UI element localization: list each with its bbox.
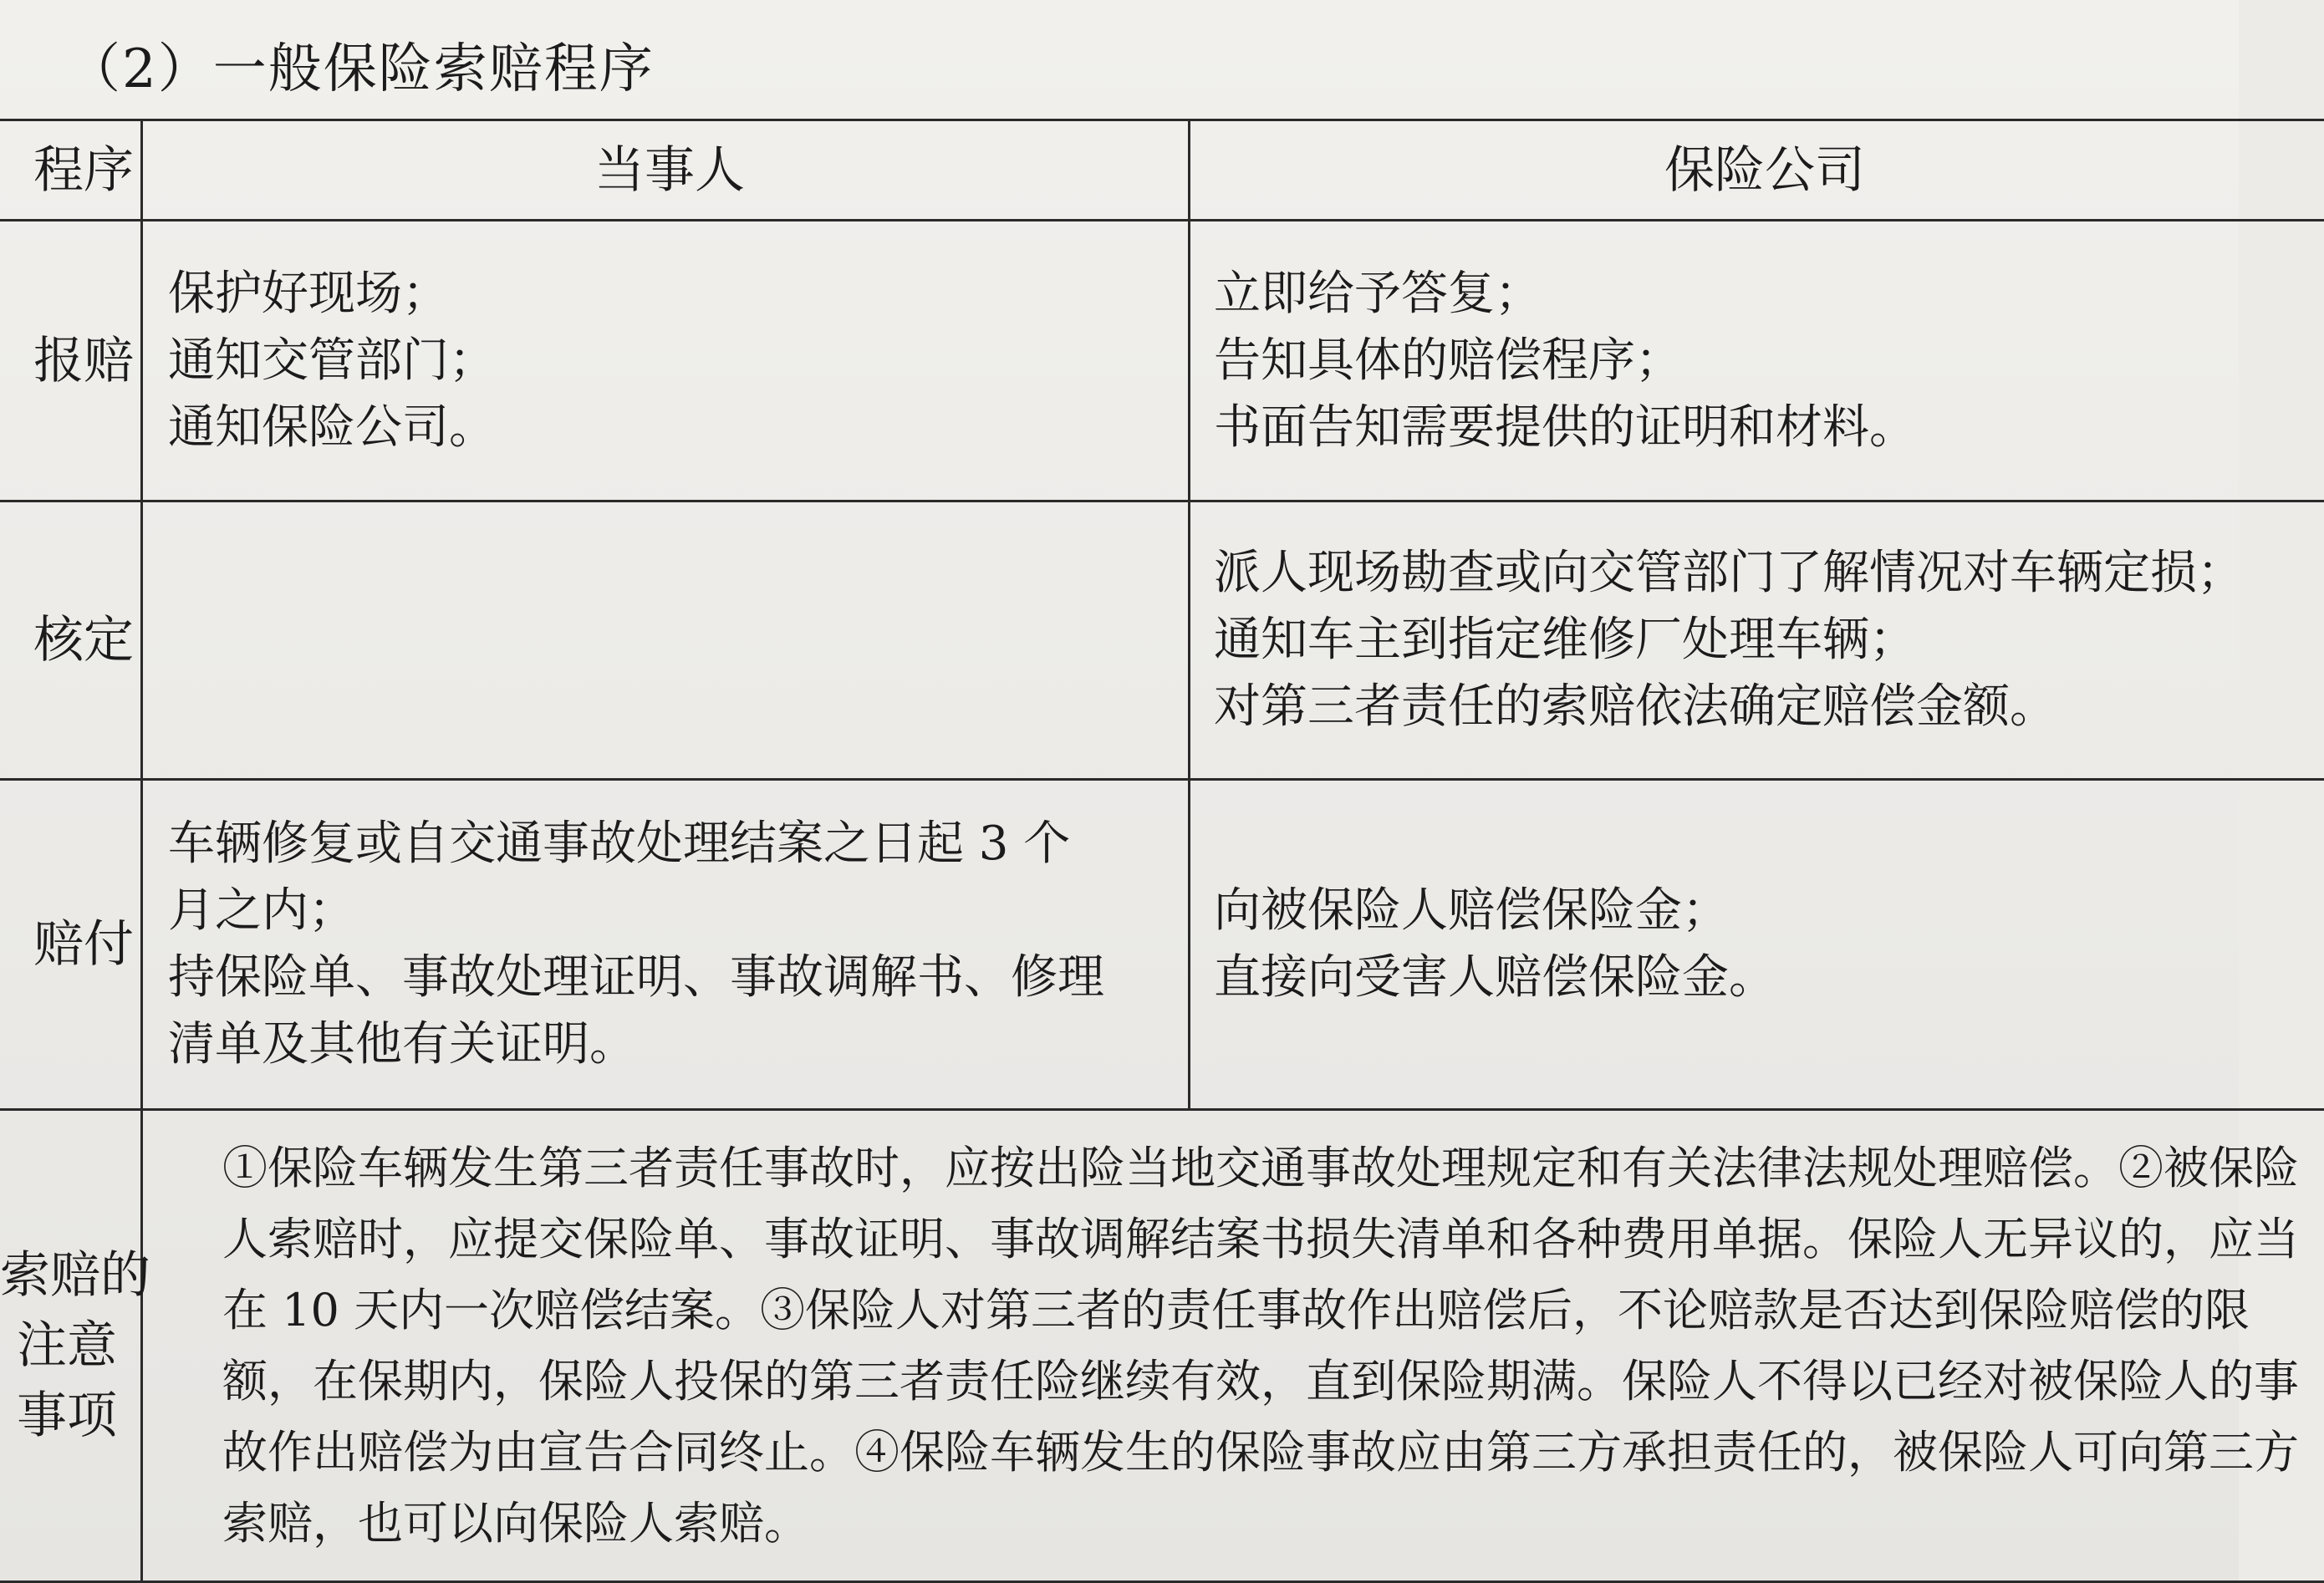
list-item: 对第三者责任的索赔依法确定赔偿金额。 (1214, 680, 2056, 734)
procedure-cell (0, 501, 142, 780)
notes-text (222, 1133, 2316, 1559)
header-insurer: 保险公司 (1664, 140, 1865, 200)
list-item: 保护好现场； (168, 266, 449, 321)
notes-label-line: 事项 (17, 1387, 117, 1445)
insurer-cell (1190, 780, 2324, 1110)
claim-procedure-table (0, 119, 2324, 1583)
section-heading: （2）一般保险索赔程序 (67, 38, 655, 100)
note-item: ①保险车辆发生第三者责任事故时，应按出险当地交通事故处理规定和有关法律法规处理赔偿。 (222, 1142, 2118, 1194)
party-actions (168, 811, 1171, 1078)
list-item: 派人现场勘查或向交管部门了解情况对车辆定损； (1214, 546, 2244, 600)
party-cell (142, 501, 1190, 780)
notes-label-line: 索赔的 (0, 1246, 150, 1305)
procedure-label: 赔付 (33, 915, 134, 974)
list-item: 清单及其他有关证明。 (168, 1017, 636, 1071)
note-item: ③保险人对第三者的责任事故作出赔偿后，不论赔款是否达到保险赔偿的限额，在保期内，保险人投保的第三者责任险继续有效，直到保险期满。保险人不得以已经对被保险人的事故作出赔偿为由宣告合同终止。 (222, 1284, 2299, 1479)
list-item: 月之内； (168, 883, 355, 938)
notes-label (0, 1240, 150, 1451)
list-item: 告知具体的赔偿程序； (1214, 333, 1682, 388)
header-party: 当事人 (594, 140, 745, 200)
list-item: 通知保险公司。 (168, 400, 496, 455)
list-item: 立即给予答复； (1214, 266, 1542, 321)
header-insurer-cell (1190, 120, 2324, 221)
list-item: 向被保险人赔偿保险金； (1214, 883, 1729, 938)
procedure-cell (0, 780, 142, 1110)
procedure-label: 报赔 (33, 331, 134, 390)
insurer-actions (1214, 878, 2316, 1011)
list-item: 持保险单、事故处理证明、事故调解书、修理 (168, 950, 1104, 1005)
insurer-cell (1190, 501, 2324, 780)
list-item: 车辆修复或自交通事故处理结案之日起 3 个 (168, 817, 1071, 871)
insurer-actions (1214, 540, 2316, 741)
table-header-row (0, 120, 2324, 221)
party-cell (142, 780, 1190, 1110)
header-party-cell (142, 120, 1190, 221)
table-row-assess (0, 501, 2324, 780)
header-procedure-cell (0, 120, 142, 221)
insurer-cell (1190, 221, 2324, 501)
notes-cell (142, 1110, 2324, 1582)
procedure-cell (0, 221, 142, 501)
party-actions (168, 261, 1171, 461)
table-row-payment (0, 780, 2324, 1110)
list-item: 直接向受害人赔偿保险金。 (1214, 950, 1776, 1005)
notes-label-line: 注意 (17, 1316, 117, 1375)
note-item: ②被保险人索赔时，应提交保险单、事故证明、事故调解结案书损失清单和各种费用单据。保险人无异议的，应当在 10 天内一次赔偿结案。 (222, 1142, 2299, 1336)
procedure-label: 核定 (33, 611, 134, 669)
insurer-actions (1214, 261, 2316, 461)
party-cell (142, 221, 1190, 501)
table-row-notes (0, 1110, 2324, 1582)
table-row-report (0, 221, 2324, 501)
note-item: ④保险车辆发生的保险事故应由第三方承担责任的，被保险人可向第三方索赔，也可以向保险人索赔。 (222, 1426, 2299, 1550)
header-procedure: 程序 (33, 140, 134, 200)
list-item: 通知车主到指定维修厂处理车辆； (1214, 613, 1916, 667)
list-item: 书面告知需要提供的证明和材料。 (1214, 400, 1916, 455)
list-item: 通知交管部门； (168, 333, 496, 388)
notes-label-cell (0, 1110, 150, 1582)
